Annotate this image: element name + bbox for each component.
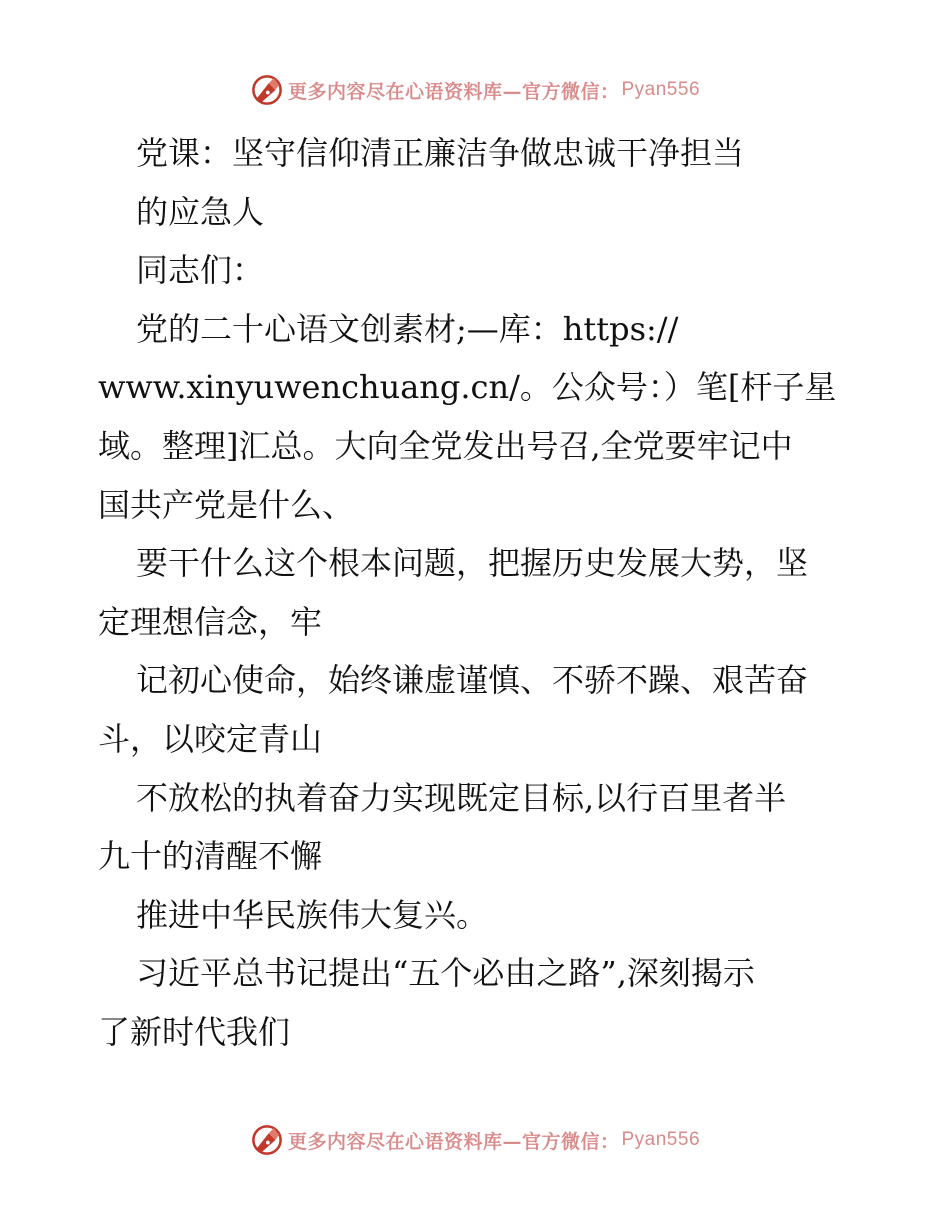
pen-nib-logo-icon [250,73,284,107]
header-wechat-id: Pyan556 [621,79,701,100]
doc-paragraph-line: 不放松的执着奋力实现既定目标,以行百里者半 [136,778,787,817]
header-banner-text: 更多内容尽在心语资料库—官方微信： [287,80,620,103]
doc-title-line-1: 党课：坚守信仰清正廉洁争做忠诚干净担当 [136,134,745,172]
doc-title-line-2: 的应急人 [136,192,265,231]
doc-paragraph-line: 定理想信念，牢 [98,602,323,641]
doc-paragraph-line: 推进中华民族伟大复兴。 [136,895,489,934]
doc-paragraph-line: 记初心使命，始终谦虚谨慎、不骄不躁、艰苦奋 [136,661,809,700]
pen-nib-logo-icon [250,1123,284,1157]
doc-paragraph-line: 域。整理]汇总。大向全党发出号召,全党要牢记中 [98,426,793,465]
doc-paragraph-line: 要干什么这个根本问题，把握历史发展大势，坚 [136,544,809,583]
doc-paragraph-line: 国共产党是什么、 [98,485,355,524]
header-banner [0,70,950,110]
document-body [98,124,858,1062]
doc-paragraph-line: 习近平总书记提出“五个必由之路”,深刻揭示 [136,954,755,993]
doc-paragraph-line: 了新时代我们 [98,1012,291,1051]
footer-banner [0,1120,950,1160]
doc-salutation: 同志们： [136,251,265,290]
doc-paragraph-line: 九十的清醒不懈 [98,837,323,876]
doc-paragraph-line: 斗，以咬定青山 [98,719,323,758]
doc-paragraph-line: 党的二十心语文创素材;—库：https:// [136,309,679,348]
footer-wechat-id: Pyan556 [621,1129,701,1150]
doc-paragraph-line: www.xinyuwenchuang.cn/。公众号：）笔[杆子星 [98,368,837,407]
footer-banner-text: 更多内容尽在心语资料库—官方微信： [287,1130,620,1153]
